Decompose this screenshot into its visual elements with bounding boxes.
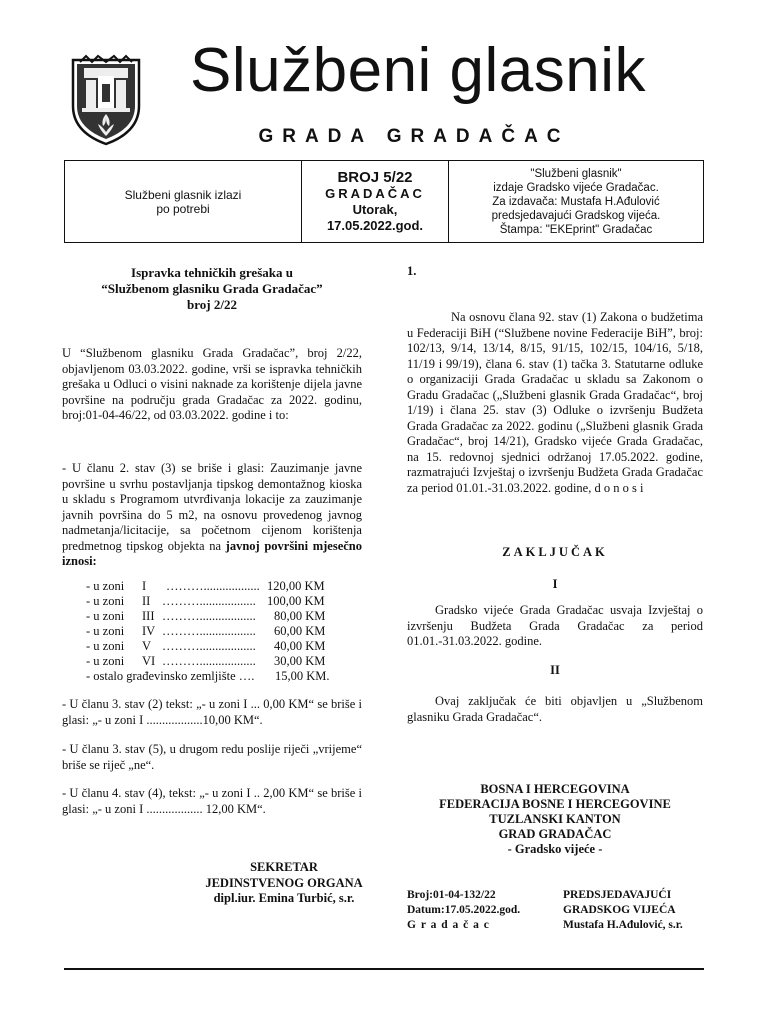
section-2-text: Ovaj zaključak će biti objavljen u „Službenom glasniku Grada Gradačac“.: [407, 694, 703, 724]
chairman-signature: PREDSJEDAVAJUĆI GRADSKOG VIJEĆA Mustafa H.Ađulović, s.r.: [563, 889, 683, 931]
document-reference: Broj:01-04-132/22 Datum:17.05.2022.god. G r a d a č a c: [407, 889, 521, 931]
secretary-signature: SEKRETAR JEDINSTVENOG ORGANA dipl.iur. Emina Turbić, s.r.: [205, 860, 363, 905]
zone-row: - u zoni III ……….................. 80,00 KM: [86, 609, 326, 623]
publisher-info: "Službeni glasnik" izdaje Gradsko vijeće Gradačac. Za izdavača: Mustafa H.Ađulović predsjedavajući Gradskog vijeća. Štampa: "EKEprint" Gradačac: [491, 167, 661, 236]
correction-item-4: - U članu 4. stav (4), tekst: „- u zoni I .. 2,00 KM“ se briše i glasi: „- u zoni I .................. 12,00 KM“.: [62, 786, 362, 816]
zone-row: - ostalo građevinsko zemljište …. 15,00 KM.: [86, 669, 330, 683]
gazette-title: Službeni glasnik: [190, 36, 647, 105]
section-1-heading: I: [552, 577, 558, 591]
zone-row: - u zoni IV ……….................. 60,00 KM: [86, 624, 326, 638]
correction-intro: U “Službenom glasniku Grada Gradačac”, broj 2/22, objavljenom 03.03.2022. godine, vrši se ispravka tehničkih grešaka u Odluci o visini naknade za korištenje dijela javne površine na području grada Gradačac za 2022. godinu, broj:01-04-46/22, od 03.03.2022. godine i to:: [62, 346, 362, 422]
zone-fee-list: [86, 579, 366, 684]
issue-info: [302, 161, 449, 242]
issue-number: BROJ 5/22: [337, 168, 413, 186]
issue-city: GRADAČAC: [325, 185, 425, 201]
conclusion-title: ZAKLJUČAK: [502, 545, 608, 559]
issue-header-box: [64, 160, 704, 243]
gazette-subtitle: GRADA GRADAČAC: [258, 126, 570, 147]
zone-row: - u zoni I ……….................. 120,00 KM: [86, 579, 325, 593]
zone-row: - u zoni II ……….................. 100,00 KM: [86, 594, 325, 608]
correction-item-2: - U članu 3. stav (2) tekst: „- u zoni I ... 0,00 KM“ se briše i glasi: „- u zoni I ..................10,00 KM“.: [62, 697, 362, 727]
issue-date: 17.05.2022.god.: [326, 217, 424, 233]
footer-rule: [64, 968, 704, 970]
conclusion-preamble: Na osnovu člana 92. stav (1) Zakona o budžetima u Federaciji BiH (“Službene novine Federacije BiH”, broj: 102/13, 9/14, 13/14, 8/15, 91/15, 102/15, 104/16, 5/18, 11/19 i 99/19), člana 6. stav (1) tačka 3. Statutarne odluke o organizaciji Grada Gradačac u skladu sa Zakonom o Gradu Gradačac („Službeni glasnik Grada Gradačac“, broj 1/19) i člana 25. stav (3) Odluke o izvršenju Budžeta Grada Gradačac za 2022. godinu („Službeni glasnik Grada Gradačac“, broj 14/21), Gradsko vijeće Grada Gradačac, na 15. redovnoj sjednici održanoj 17.05.2022. godine, razmatrajući Izvještaj o izvršenju Budžeta Grada Gradačac za period 01.01.-31.03.2022. godine, d o n o s i: [407, 310, 703, 495]
article-number: 1.: [407, 264, 417, 278]
correction-item-1: - U članu 2. stav (3) se briše i glasi: Zauzimanje javne površine u svrhu postavljanja tipskog demontažnog kioska u skladu s Programom utvrđivanja lokacije za zauzimanje javnih površina do 5 m2, na osnovu provedenog javnog nadmetanja/licitacije, sa početnom cijenom korištenja predmetnog tipskog objekta na javnoj površini mjesečno iznosi:: [62, 461, 363, 568]
section-2-heading: II: [550, 663, 560, 677]
zone-row: - u zoni VI ……….................. 30,00 KM: [86, 654, 326, 668]
issuing-authority: BOSNA I HERCEGOVINA FEDERACIJA BOSNE I HERCEGOVINE TUZLANSKI KANTON GRAD GRADAČAC - Gradsko vijeće -: [439, 782, 671, 856]
correction-item-3: - U članu 3. stav (5), u drugom redu poslije riječi „vrijeme“ briše se riječ „ne“.: [62, 742, 362, 772]
issue-day: Utorak,: [352, 201, 398, 217]
section-1-text: Gradsko vijeće Grada Gradačac usvaja Izvještaj o izvršenju Budžeta Grada Gradačac za period 01.01.-31.03.2022. godine.: [407, 603, 703, 648]
correction-heading: Ispravka tehničkih grešaka u “Službenom glasniku Grada Gradačac” broj 2/22: [101, 265, 323, 312]
publication-frequency: Službeni glasnik izlazi po potrebi: [65, 161, 302, 242]
zone-row: - u zoni V ……….................. 40,00 KM: [86, 639, 326, 653]
